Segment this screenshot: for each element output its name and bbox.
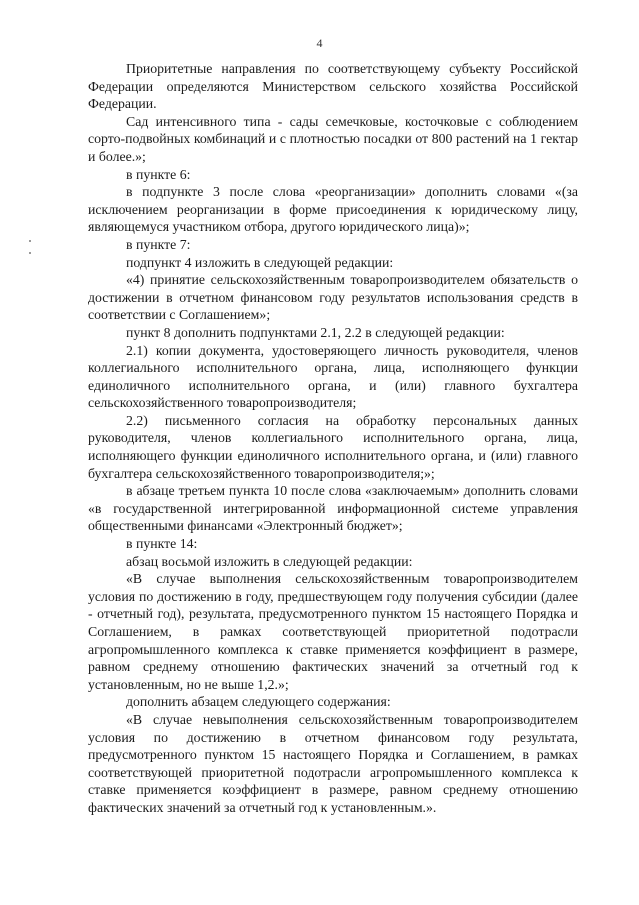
paragraph: абзац восьмой изложить в следующей редакции: — [126, 553, 413, 569]
page-number: 4 — [316, 36, 323, 50]
margin-mark — [29, 240, 31, 242]
paragraph: в пункте 14: — [126, 536, 198, 552]
paragraph: «В случае выполнения сельскохозяйственным товаропроизводителем условия по достижению в году, предшествующем году получения субсидии (далее - отчетный год), результата, предусмотренного пунктом 15 настоящего Порядка и Соглашением, в рамках соответствующей приоритетной подотрасли агропромышленного комплекса к ставке применяется коэффициент в размере, равном среднему отношению фактических значений за отчетный год к установленным, но не выше 1,2.»; — [88, 571, 578, 692]
body-text — [88, 60, 578, 817]
paragraph: «4) принятие сельскохозяйственным товаропроизводителем обязательств о достижении в отчетном финансовом году результатов использования средств в соответствии с Соглашением»; — [88, 272, 578, 323]
paragraph: дополнить абзацем следующего содержания: — [126, 694, 391, 710]
paragraph: в пункте 7: — [126, 236, 191, 252]
paragraph: «В случае невыполнения сельскохозяйственным товаропроизводителем условия по достижению в отчетном финансовом году результата, предусмотренного пунктом 15 настоящего Порядка и Соглашением, в рамках соответствующей приоритетной подотрасли агропромышленного комплекса к ставке применяется коэффициент в размере, равном среднему отношению фактических значений за отчетный год к установленным.». — [88, 711, 578, 815]
paragraph: пункт 8 дополнить подпунктами 2.1, 2.2 в следующей редакции: — [126, 324, 505, 340]
paragraph: 2.2) письменного согласия на обработку персональных данных руководителя, членов коллегиального исполнительного органа, лица, исполняющего функции единоличного исполнительного органа, и (или) главного бухгалтера сельскохозяйственного товаропроизводителя;»; — [88, 412, 578, 481]
paragraph: подпункт 4 изложить в следующей редакции: — [126, 254, 394, 270]
paragraph: в пункте 6: — [126, 166, 191, 182]
paragraph: Сад интенсивного типа - сады семечковые, косточковые с соблюдением сорто-подвойных комбинаций и с плотностью посадки от 800 растений на 1 гектар и более.»; — [88, 113, 578, 164]
margin-mark — [29, 252, 31, 254]
paragraph: 2.1) копии документа, удостоверяющего личность руководителя, членов коллегиального исполнительного органа, лица, исполняющего функции единоличного исполнительного органа, и (или) главного бухгалтера сельскохозяйственного товаропроизводителя; — [88, 342, 578, 411]
paragraph: Приоритетные направления по соответствующему субъекту Российской Федерации определяются Министерством сельского хозяйства Российской Федерации. — [88, 61, 578, 112]
paragraph: в подпункте 3 после слова «реорганизации» дополнить словами «(за исключением реорганизации в форме присоединения к юридическому лицу, являющемуся участником отбора, другого юридического лица)»; — [88, 184, 578, 235]
paragraph: в абзаце третьем пункта 10 после слова «заключаемым» дополнить словами «в государственной интегрированной информационной системе управления общественными финансами «Электронный бюджет»; — [88, 483, 578, 534]
